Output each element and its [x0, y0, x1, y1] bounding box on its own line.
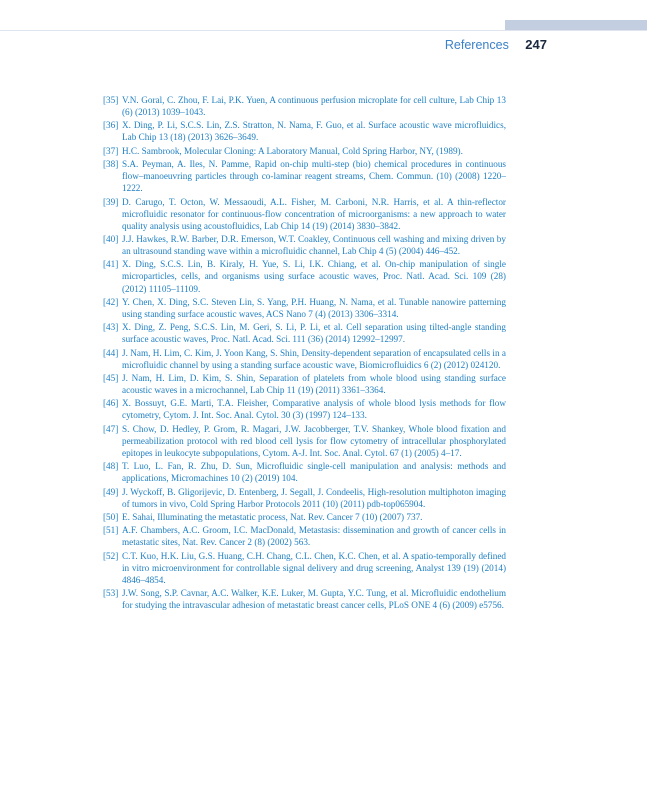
reference-number: [37] [103, 145, 119, 156]
page-number: 247 [525, 37, 547, 52]
reference-text[interactable]: J.W. Song, S.P. Cavnar, A.C. Walker, K.E. Luker, M. Gupta, Y.C. Tung, et al. Microfluidic endothelium for studying the intravascular adhesion of metastatic breast cancer cells, PLoS ONE 4 (6) (2009) e5756. [122, 588, 506, 611]
reference-item [103, 196, 506, 232]
reference-number: [46] [103, 398, 119, 409]
reference-item [103, 321, 506, 345]
reference-number: [41] [103, 259, 119, 270]
reference-text[interactable]: X. Ding, S.C.S. Lin, B. Kiraly, H. Yue, S. Li, I.K. Chiang, et al. On-chip manipulation of single microparticles, cells, and organisms using surface acoustic waves, Proc. Natl. Acad. Sci. 109 (28) (2012) 11105–11109. [122, 259, 506, 294]
reference-item [103, 397, 506, 421]
reference-number: [39] [103, 196, 119, 207]
reference-text[interactable]: X. Ding, Z. Peng, S.C.S. Lin, M. Geri, S. Li, P. Li, et al. Cell separation using tilted-angle standing surface acoustic waves, Proc. Natl. Acad. Sci. 111 (36) (2014) 12992–12997. [122, 322, 506, 345]
section-title: References [444, 38, 509, 52]
reference-number: [42] [103, 296, 119, 307]
reference-text[interactable]: Y. Chen, X. Ding, S.C. Steven Lin, S. Yang, P.H. Huang, N. Nama, et al. Tunable nanowire patterning using standing surface acoustic waves, ACS Nano 7 (4) (2013) 3306–3314. [122, 296, 506, 319]
reference-item [103, 119, 506, 143]
reference-item [103, 233, 506, 257]
reference-text[interactable]: A.F. Chambers, A.C. Groom, I.C. MacDonald, Metastasis: dissemination and growth of cancer cells in metastatic sites, Nat. Rev. Cancer 2 (8) (2002) 563. [122, 525, 506, 548]
reference-number: [49] [103, 486, 119, 497]
reference-number: [48] [103, 461, 119, 472]
reference-item [103, 145, 506, 157]
reference-text[interactable]: H.C. Sambrook, Molecular Cloning: A Laboratory Manual, Cold Spring Harbor, NY, (1989). [122, 145, 463, 156]
reference-text[interactable]: S. Chow, D. Hedley, P. Grom, R. Magari, J.W. Jacobberger, T.V. Shankey, Whole blood fixation and permeabilization protocol with red blood cell lysis for flow cytometry of intracellular phosphorylated epitopes in leukocyte subpopulations, Cytom. A-J. Int. Soc. Anal. Cytol. 67 (1) (2005) 4–17. [122, 423, 506, 458]
reference-item [103, 372, 506, 396]
reference-number: [52] [103, 550, 119, 561]
reference-text[interactable]: J. Nam, H. Lim, D. Kim, S. Shin, Separation of platelets from whole blood using standing surface acoustic waves in a microchannel, Lab Chip 11 (19) (2011) 3361–3364. [122, 372, 506, 396]
reference-number: [53] [103, 588, 119, 599]
reference-number: [40] [103, 233, 119, 244]
reference-list [103, 94, 506, 612]
reference-item [103, 296, 506, 320]
header-rule [0, 30, 647, 31]
reference-text[interactable]: J. Wyckoff, B. Gligorijevic, D. Entenberg, J. Segall, J. Condeelis, High-resolution multiphoton imaging of tumors in vivo, Cold Spring Harbor Protocols 2011 (10) (2011) pdb-top065904. [122, 486, 506, 509]
reference-number: [35] [103, 95, 119, 105]
reference-number: [36] [103, 120, 119, 131]
reference-text[interactable]: J.J. Hawkes, R.W. Barber, D.R. Emerson, W.T. Coakley, Continuous cell washing and mixing driven by an ultrasound standing wave within a microfluidic channel, Lab Chip 4 (5) (2004) 446–452. [122, 233, 506, 257]
reference-number: [47] [103, 423, 119, 434]
reference-item [103, 347, 506, 371]
reference-number: [38] [103, 159, 119, 170]
reference-text[interactable]: C.T. Kuo, H.K. Liu, G.S. Huang, C.H. Chang, C.L. Chen, K.C. Chen, et al. A spatio-temporally defined in vitro microenvironment for controllable signal delivery and drug screening, Analyst 139 (19) (2014) 4846–4854. [122, 550, 506, 585]
reference-item [103, 158, 506, 194]
reference-item [103, 550, 506, 586]
reference-item [103, 587, 506, 611]
reference-item [103, 524, 506, 548]
reference-number: [43] [103, 322, 119, 333]
reference-item [103, 94, 506, 118]
reference-text[interactable]: E. Sahai, Illuminating the metastatic process, Nat. Rev. Cancer 7 (10) (2007) 737. [122, 511, 423, 522]
reference-item [103, 258, 506, 294]
reference-text[interactable]: T. Luo, L. Fan, R. Zhu, D. Sun, Microfluidic single-cell manipulation and analysis: methods and applications, Micromachines 10 (2) (2019) 104. [122, 461, 506, 484]
reference-number: [44] [103, 347, 119, 358]
reference-number: [45] [103, 372, 119, 383]
header-accent-bar [505, 20, 647, 30]
reference-text[interactable]: V.N. Goral, C. Zhou, F. Lai, P.K. Yuen, A continuous perfusion microplate for cell culture, Lab Chip 13 (6) (2013) 1039–1043. [122, 95, 506, 118]
reference-text[interactable]: X. Ding, P. Li, S.C.S. Lin, Z.S. Stratton, N. Nama, F. Guo, et al. Surface acoustic wave microfluidics, Lab Chip 13 (18) (2013) 3626–3649. [122, 120, 506, 143]
reference-text[interactable]: D. Carugo, T. Octon, W. Messaoudi, A.L. Fisher, M. Carboni, N.R. Harris, et al. A thin-reflector microfluidic resonator for continuous-flow concentration of microorganisms: a new approach to water quality analysis using acoustofluidics, Lab Chip 14 (19) (2014) 3830–3842. [122, 196, 506, 231]
reference-text[interactable]: J. Nam, H. Lim, C. Kim, J. Yoon Kang, S. Shin, Density-dependent separation of encapsulated cells in a microfluidic channel by using a standing surface acoustic wave, Biomicrofluidics 6 (2) (2012) 024120. [122, 347, 506, 370]
reference-number: [50] [103, 511, 119, 522]
reference-text[interactable]: X. Bossuyt, G.E. Marti, T.A. Fleisher, Comparative analysis of whole blood lysis methods for flow cytometry, Cytom. J. Int. Soc. Anal. Cytol. 30 (3) (1997) 124–133. [122, 398, 506, 421]
reference-item [103, 486, 506, 510]
reference-item [103, 423, 506, 459]
reference-text[interactable]: S.A. Peyman, A. Iles, N. Pamme, Rapid on-chip multi-step (bio) chemical procedures in continuous flow–manoeuvring particles through co-laminar reagent streams, Chem. Commun. (10) (2008) 1220–1222. [122, 159, 506, 194]
running-head [445, 36, 547, 54]
reference-number: [51] [103, 525, 119, 536]
reference-item [103, 511, 506, 523]
reference-item [103, 460, 506, 484]
